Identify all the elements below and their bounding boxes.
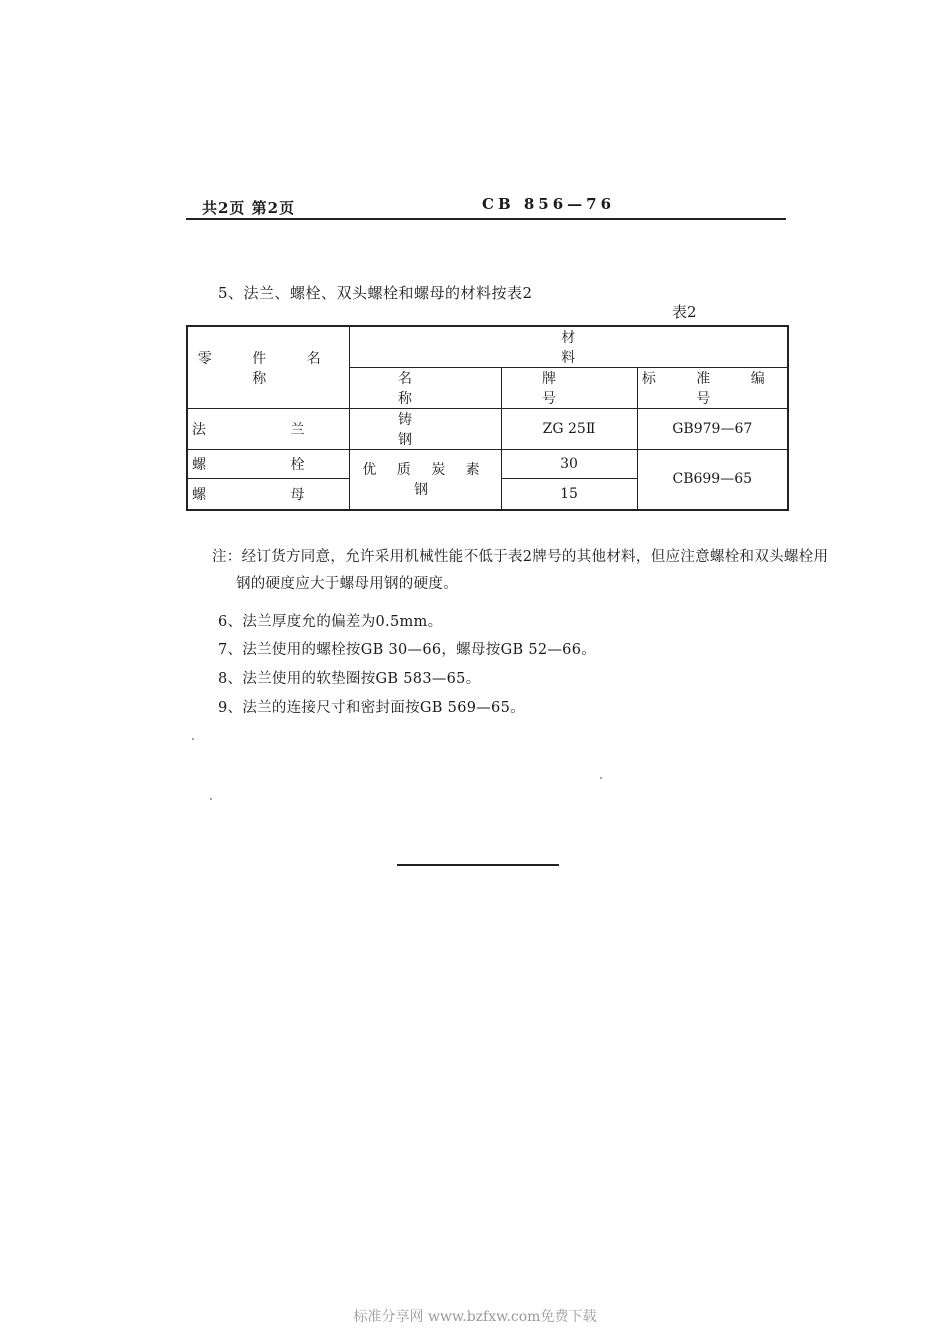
end-rule	[397, 864, 559, 866]
table-caption: 表2	[672, 303, 697, 321]
speck	[210, 798, 212, 800]
materials-table	[186, 325, 789, 511]
cell-part: 螺 栓	[187, 450, 349, 479]
speck	[600, 777, 602, 779]
table-row	[187, 409, 788, 450]
item-7: 7、法兰使用的螺栓按GB 30—66，螺母按GB 52—66。	[218, 642, 597, 658]
cell-name: 优 质 炭 素 钢	[349, 450, 501, 510]
table-row	[187, 450, 788, 479]
note-line-2: 钢的硬度应大于螺母用钢的硬度。	[236, 576, 458, 592]
cell-grade: 30	[501, 450, 637, 479]
cell-part: 法 兰	[187, 409, 349, 450]
cell-grade: 15	[501, 479, 637, 510]
subheader-grade: 牌 号	[501, 368, 637, 409]
footer-watermark: 标准分享网 www.bzfxw.com免费下载	[353, 1309, 597, 1325]
header-rule	[186, 218, 786, 220]
header-material: 材 料	[349, 326, 788, 368]
item-6: 6、法兰厚度允的偏差为0.5mm。	[218, 614, 443, 630]
cell-standard: CB699—65	[637, 450, 788, 510]
cell-grade: ZG 25Ⅱ	[501, 409, 637, 450]
subheader-standard: 标 准 编 号	[637, 368, 788, 409]
section-5-text: 5、法兰、螺栓、双头螺栓和螺母的材料按表2	[218, 284, 533, 302]
header-part-name: 零 件 名 称	[187, 326, 349, 409]
cell-standard: GB979—67	[637, 409, 788, 450]
subheader-name: 名 称	[349, 368, 501, 409]
cell-name: 铸 钢	[349, 409, 501, 450]
speck	[192, 738, 194, 740]
item-9: 9、法兰的连接尺寸和密封面按GB 569—65。	[218, 700, 525, 716]
note-line-1: 注：经订货方同意，允许采用机械性能不低于表2牌号的其他材料，但应注意螺栓和双头螺栓用	[212, 549, 829, 565]
item-8: 8、法兰使用的软垫圈按GB 583—65。	[218, 671, 481, 687]
cell-part: 螺 母	[187, 479, 349, 510]
page-info: 共2页 第2页	[202, 199, 296, 217]
document-code: CB 856—76	[482, 195, 616, 213]
